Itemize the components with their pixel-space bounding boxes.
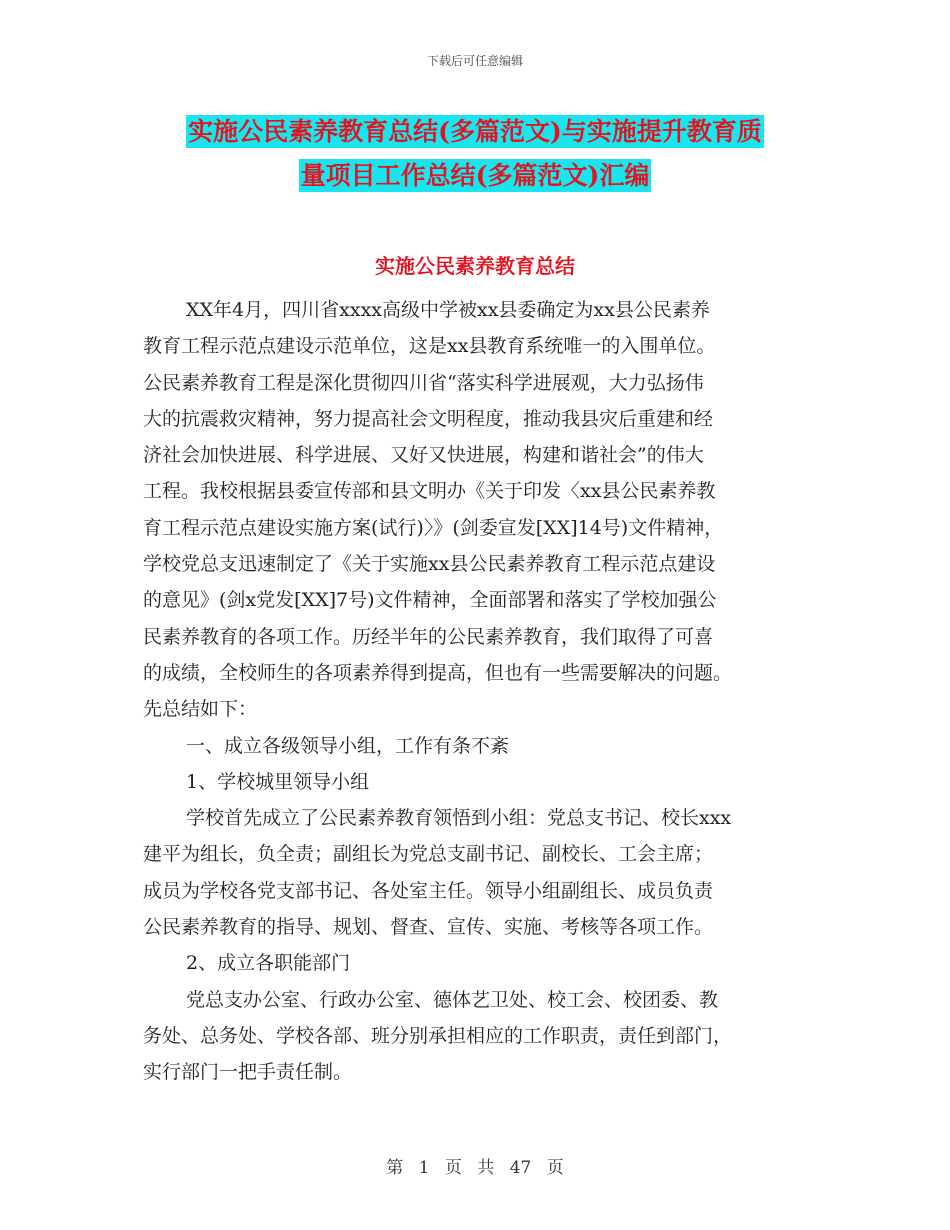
main-title-line-2 bbox=[0, 156, 950, 192]
header-note: 下载后可任意编辑 bbox=[426, 54, 523, 68]
body-line: 成员为学校各党支部书记、各处室主任。领导小组副组长、成员负责 bbox=[143, 879, 714, 902]
body-line: 党总支办公室、行政办公室、德体艺卫处、校工会、校团委、教 bbox=[186, 988, 719, 1011]
body-line: 实行部门一把手责任制。 bbox=[143, 1061, 353, 1084]
body-line: 学校首先成立了公民素养教育领悟到小组：党总支书记、校长xxx bbox=[186, 807, 732, 830]
body-line: 的意见》(剑x党发[XX]7号)文件精神，全面部署和落实了学校加强公 bbox=[143, 589, 717, 612]
footer-di: 第 bbox=[386, 1158, 404, 1178]
body-line: 济社会加快进展、科学进展、又好又快进展，构建和谐社会”的伟大 bbox=[143, 444, 704, 467]
footer-ye: 页 bbox=[444, 1158, 462, 1178]
body-line: 学校党总支迅速制定了《关于实施xx县公民素养教育工程示范点建设 bbox=[143, 553, 716, 576]
body-line: 教育工程示范点建设示范单位，这是xx县教育系统唯一的入围单位。 bbox=[143, 335, 716, 358]
body-line: 公民素养教育的指导、规划、督查、宣传、实施、考核等各项工作。 bbox=[143, 916, 714, 939]
page-footer bbox=[0, 1153, 950, 1178]
body-line: 工程。我校根据县委宣传部和县文明办《关于印发〈xx县公民素养教 bbox=[143, 480, 716, 503]
body-line: 务处、总务处、学校各部、班分别承担相应的工作职责，责任到部门， bbox=[143, 1024, 733, 1047]
footer-total-pages: 47 bbox=[509, 1158, 532, 1178]
body-line: XX年4月，四川省xxxx高级中学被xx县委确定为xx县公民素养 bbox=[186, 299, 710, 321]
body-line: 大的抗震救灾精神，努力提高社会文明程度，推动我县灾后重建和经 bbox=[143, 407, 714, 430]
footer-page-number: 1 bbox=[418, 1158, 430, 1178]
body-line: 一、成立各级领导小组，工作有条不紊 bbox=[186, 734, 510, 757]
body-line: 建平为组长，负全责；副组长为党总支副书记、副校长、工会主席； bbox=[143, 843, 714, 866]
body-line: 的成绩，全校师生的各项素养得到提高，但也有一些需要解决的问题。 bbox=[143, 661, 733, 684]
main-title-text-1: 实施公民素养教育总结(多篇范文)与实施提升教育质 bbox=[188, 117, 762, 146]
body-line: 1、学校城里领导小组 bbox=[186, 770, 370, 793]
body-line: 2、成立各职能部门 bbox=[186, 952, 351, 975]
footer-ye-2: 页 bbox=[546, 1158, 564, 1178]
footer-gong: 共 bbox=[477, 1158, 495, 1178]
main-title-line-1 bbox=[0, 112, 950, 148]
body-line: 育工程示范点建设实施方案(试行)〉》(剑委宣发[XX]14号)文件精神， bbox=[143, 516, 724, 539]
body-line: 先总结如下： bbox=[143, 698, 258, 721]
body-text bbox=[143, 292, 813, 1091]
section-title: 实施公民素养教育总结 bbox=[375, 254, 575, 278]
body-line: 民素养教育的各项工作。历经半年的公民素养教育，我们取得了可喜 bbox=[143, 625, 714, 648]
main-title-text-2: 量项目工作总结(多篇范文)汇编 bbox=[300, 161, 650, 190]
body-line: 公民素养教育工程是深化贯彻四川省“落实科学进展观，大力弘扬伟 bbox=[143, 371, 704, 394]
